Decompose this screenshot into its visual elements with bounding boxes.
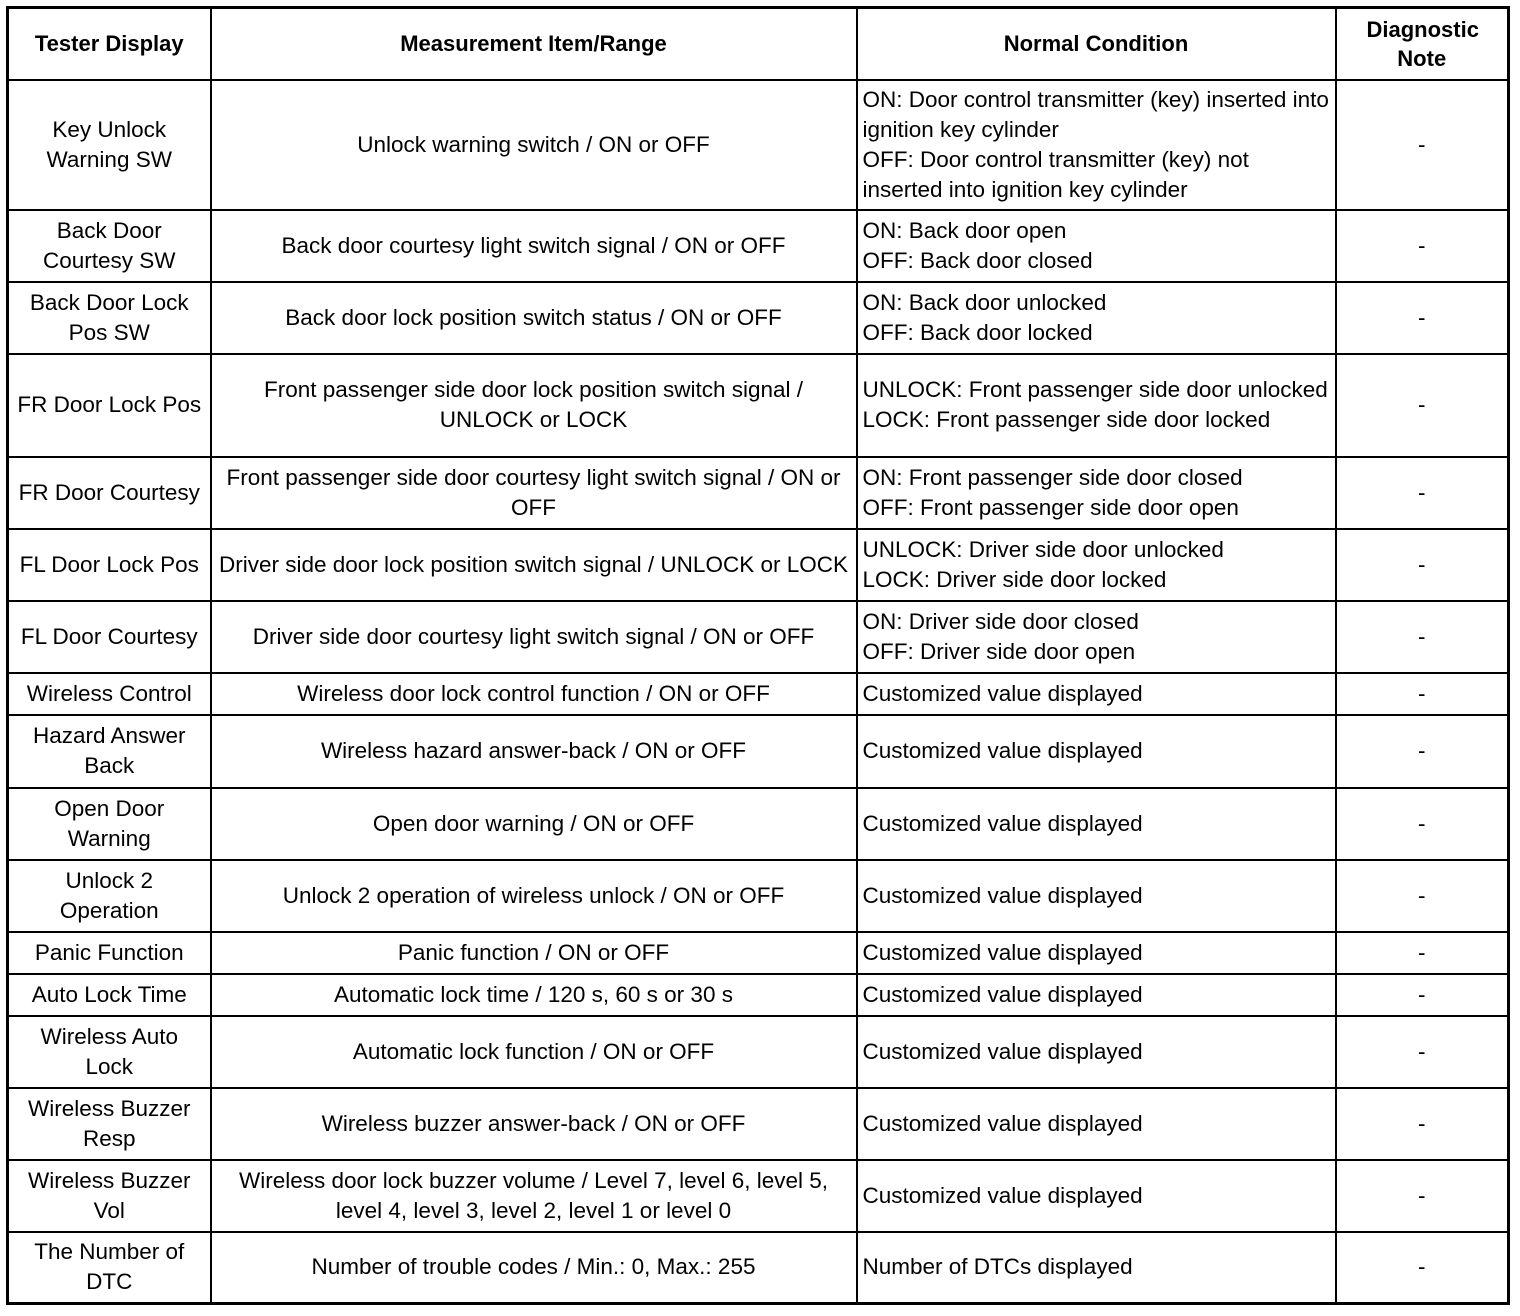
diagnostic-note-cell: - <box>1336 715 1509 788</box>
measurement-cell: Front passenger side door lock position switch signal / UNLOCK or LOCK <box>211 354 857 457</box>
normal-condition-line: Customized value displayed <box>862 882 1143 908</box>
diagnostic-note-cell: - <box>1336 1016 1509 1088</box>
tester-display-cell: Auto Lock Time <box>8 974 211 1016</box>
diagnostic-note-cell: - <box>1336 932 1509 974</box>
normal-condition-cell <box>857 1232 1336 1304</box>
header-normal-condition: Normal Condition <box>857 8 1336 80</box>
table-row <box>8 715 1509 788</box>
normal-condition-cell <box>857 1088 1336 1160</box>
diagnostic-note-cell: - <box>1336 1160 1509 1232</box>
measurement-cell: Unlock warning switch / ON or OFF <box>211 80 857 210</box>
normal-condition-line: Customized value displayed <box>862 738 1143 763</box>
table-row <box>8 601 1509 673</box>
normal-condition-line: OFF: Back door locked <box>862 319 1093 345</box>
diagnostic-note-cell: - <box>1336 457 1509 529</box>
normal-condition-cell <box>857 354 1336 457</box>
table-row <box>8 354 1509 457</box>
diagnostic-note-cell: - <box>1336 1232 1509 1304</box>
measurement-cell: Wireless door lock buzzer volume / Level 7, level 6, level 5, level 4, level 3, level 2, level 1 or level 0 <box>211 1160 857 1232</box>
tester-display-cell: The Number of DTC <box>8 1232 211 1304</box>
normal-condition-line: Customized value displayed <box>862 939 1143 965</box>
measurement-cell: Panic function / ON or OFF <box>211 932 857 974</box>
tester-display-cell: Key Unlock Warning SW <box>8 80 211 210</box>
normal-condition-line: ON: Driver side door closed <box>862 608 1139 634</box>
header-measurement: Measurement Item/Range <box>211 8 857 80</box>
normal-condition-cell <box>857 974 1336 1016</box>
measurement-cell: Wireless buzzer answer-back / ON or OFF <box>211 1088 857 1160</box>
measurement-cell: Automatic lock function / ON or OFF <box>211 1016 857 1088</box>
normal-condition-line: ON: Back door unlocked <box>862 289 1107 315</box>
normal-condition-line: LOCK: Front passenger side door locked <box>862 407 1271 432</box>
measurement-cell: Wireless door lock control function / ON or OFF <box>211 673 857 715</box>
tester-display-cell: FL Door Courtesy <box>8 601 211 673</box>
tester-display-cell: Hazard Answer Back <box>8 715 211 788</box>
measurement-cell: Driver side door lock position switch signal / UNLOCK or LOCK <box>211 529 857 601</box>
diagnostic-note-cell: - <box>1336 673 1509 715</box>
table-row <box>8 974 1509 1016</box>
table-body <box>8 80 1509 1304</box>
normal-condition-cell <box>857 715 1336 788</box>
tester-display-cell: Back Door Courtesy SW <box>8 210 211 282</box>
table-row <box>8 210 1509 282</box>
tester-display-cell: Wireless Auto Lock <box>8 1016 211 1088</box>
normal-condition-cell <box>857 210 1336 282</box>
measurement-cell: Open door warning / ON or OFF <box>211 788 857 860</box>
normal-condition-cell <box>857 860 1336 932</box>
table-row <box>8 932 1509 974</box>
table-row <box>8 1160 1509 1232</box>
tester-display-cell: Back Door Lock Pos SW <box>8 282 211 354</box>
normal-condition-cell <box>857 1160 1336 1232</box>
data-list-table <box>6 6 1510 1305</box>
table-row <box>8 788 1509 860</box>
tester-display-cell: Open Door Warning <box>8 788 211 860</box>
measurement-cell: Unlock 2 operation of wireless unlock / ON or OFF <box>211 860 857 932</box>
tester-display-cell: Wireless Buzzer Vol <box>8 1160 211 1232</box>
tester-display-cell: FR Door Lock Pos <box>8 354 211 457</box>
normal-condition-line: Customized value displayed <box>862 1182 1143 1208</box>
measurement-cell: Front passenger side door courtesy light switch signal / ON or OFF <box>211 457 857 529</box>
diagnostic-note-cell: - <box>1336 80 1509 210</box>
measurement-cell: Back door courtesy light switch signal / ON or OFF <box>211 210 857 282</box>
normal-condition-line: Customized value displayed <box>862 1038 1143 1064</box>
measurement-cell: Wireless hazard answer-back / ON or OFF <box>211 715 857 788</box>
normal-condition-cell <box>857 457 1336 529</box>
normal-condition-line: UNLOCK: Front passenger side door unlocked <box>862 377 1328 402</box>
normal-condition-cell <box>857 932 1336 974</box>
normal-condition-cell <box>857 1016 1336 1088</box>
normal-condition-cell <box>857 282 1336 354</box>
normal-condition-line: OFF: Back door closed <box>862 247 1093 273</box>
normal-condition-line: Customized value displayed <box>862 981 1143 1007</box>
normal-condition-cell <box>857 788 1336 860</box>
table-row <box>8 529 1509 601</box>
header-diagnostic-note: Diagnostic Note <box>1336 8 1509 80</box>
normal-condition-line: OFF: Front passenger side door open <box>862 494 1239 520</box>
diagnostic-note-cell: - <box>1336 282 1509 354</box>
table-row <box>8 860 1509 932</box>
table-row <box>8 1088 1509 1160</box>
measurement-cell: Automatic lock time / 120 s, 60 s or 30 s <box>211 974 857 1016</box>
table-row <box>8 673 1509 715</box>
normal-condition-line: ON: Door control transmitter (key) inserted into ignition key cylinder <box>862 86 1329 142</box>
diagnostic-note-cell: - <box>1336 974 1509 1016</box>
normal-condition-line: Customized value displayed <box>862 1110 1143 1136</box>
normal-condition-line: ON: Front passenger side door closed <box>862 464 1243 490</box>
tester-display-cell: Wireless Buzzer Resp <box>8 1088 211 1160</box>
measurement-cell: Driver side door courtesy light switch signal / ON or OFF <box>211 601 857 673</box>
normal-condition-line: Customized value displayed <box>862 680 1143 706</box>
normal-condition-line: OFF: Door control transmitter (key) not inserted into ignition key cylinder <box>862 146 1249 202</box>
normal-condition-line: Number of DTCs displayed <box>862 1254 1133 1280</box>
normal-condition-line: OFF: Driver side door open <box>862 638 1136 664</box>
normal-condition-line: ON: Back door open <box>862 217 1067 243</box>
tester-display-cell: FR Door Courtesy <box>8 457 211 529</box>
diagnostic-note-cell: - <box>1336 1088 1509 1160</box>
normal-condition-cell <box>857 529 1336 601</box>
header-tester-display: Tester Display <box>8 8 211 80</box>
normal-condition-cell <box>857 673 1336 715</box>
measurement-cell: Number of trouble codes / Min.: 0, Max.: 255 <box>211 1232 857 1304</box>
diagnostic-note-cell: - <box>1336 601 1509 673</box>
diagnostic-note-cell: - <box>1336 788 1509 860</box>
tester-display-cell: Wireless Control <box>8 673 211 715</box>
diagnostic-note-cell: - <box>1336 210 1509 282</box>
diagnostic-note-cell: - <box>1336 529 1509 601</box>
normal-condition-cell <box>857 601 1336 673</box>
table-row <box>8 1232 1509 1304</box>
diagnostic-note-cell: - <box>1336 860 1509 932</box>
tester-display-cell: Panic Function <box>8 932 211 974</box>
normal-condition-line: UNLOCK: Driver side door unlocked <box>862 536 1224 562</box>
table-row <box>8 457 1509 529</box>
normal-condition-cell <box>857 80 1336 210</box>
header-row <box>8 8 1509 80</box>
normal-condition-line: Customized value displayed <box>862 810 1143 836</box>
table-row <box>8 80 1509 210</box>
diagnostic-note-cell: - <box>1336 354 1509 457</box>
tester-display-cell: Unlock 2 Operation <box>8 860 211 932</box>
table-row <box>8 1016 1509 1088</box>
normal-condition-line: LOCK: Driver side door locked <box>862 566 1167 592</box>
tester-display-cell: FL Door Lock Pos <box>8 529 211 601</box>
measurement-cell: Back door lock position switch status / ON or OFF <box>211 282 857 354</box>
table-row <box>8 282 1509 354</box>
